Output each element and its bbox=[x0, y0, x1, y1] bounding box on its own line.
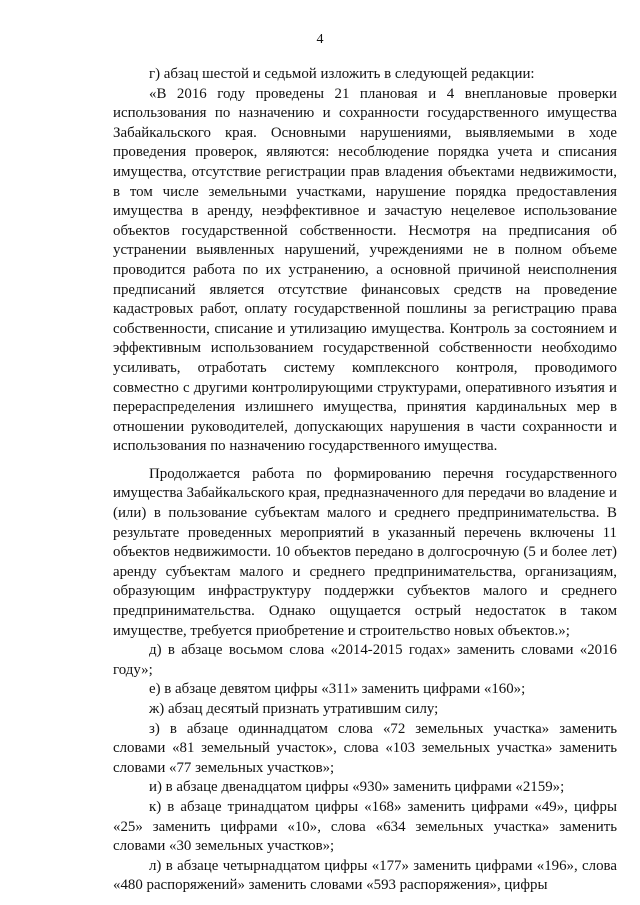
paragraph-item-z: з) в абзаце одиннадцатом слова «72 земельных участка» заменить словами «81 земельный участок», слова «103 земельных участка» заменить словами «77 земельных участков»; bbox=[113, 720, 617, 776]
paragraph-quoted-inspections: «В 2016 году проведены 21 плановая и 4 внеплановые проверки использования по назначению и сохранности государственного имущества Забайкальского края. Основными нарушениями, выявляемыми в ходе проведения проверок, являются: несоблюдение порядка учета и списания имущества, отсутствие регистрации прав владения объектами недвижимости, в том числе земельными участками, нарушение порядка предоставления имущества в аренду, неэффективное и зачастую нецелевое использование объектов государственной собственности. Несмотря на предписания об устранении выявленных нарушений, учреждениями не в полном объеме проводится работа по их устранению, а основной причиной неисполнения предписаний является отсутствие финансовых средств на проведение кадастровых работ, оплату государственной пошлины за регистрацию права собственности, списание и утилизацию имущества. Контроль за состоянием и эффективным использованием государственной собственности необходимо усиливать, отработать систему комплексного контроля, проводимого совместно с другими контролирующими структурами, оперативного изъятия и перераспределения излишнего имущества, принятия кардинальных мер в отношении руководителей, допускающих нарушения в части сохранности и использования по назначению государственного имущества. bbox=[113, 85, 617, 455]
page-number: 4 bbox=[316, 32, 324, 47]
paragraph-quoted-property-list: Продолжается работа по формированию перечня государственного имущества Забайкальского края, предназначенного для передачи во владение и (или) в пользование субъектам малого и среднего предпринимательства. В результате проведенных мероприятий в указанный перечень включены 11 объектов недвижимости. 10 объектов передано в долгосрочную (5 и более лет) аренду субъектам малого и среднего предпринимательства, организациям, образующим инфраструктуру поддержки субъектов малого и среднего предпринимательства. Однако ощущается острый недостаток в таком имуществе, требуется приобретение и строительство новых объектов.»; bbox=[113, 465, 617, 639]
paragraph-item-l: л) в абзаце четырнадцатом цифры «177» заменить цифрами «196», слова «480 распоряжений» заменить словами «593 распоряжения», цифры bbox=[113, 857, 617, 894]
paragraph-item-e: е) в абзаце девятом цифры «311» заменить цифрами «160»; bbox=[149, 681, 526, 698]
document-body bbox=[113, 65, 617, 896]
paragraph-item-k: к) в абзаце тринадцатом цифры «168» заменить цифрами «49», цифры «25» заменить цифрами «10», слова «634 земельных участка» заменить словами «30 земельных участков»; bbox=[113, 798, 617, 855]
paragraph-item-d: д) в абзаце восьмом слова «2014-2015 годах» заменить словами «2016 году»; bbox=[113, 642, 617, 678]
paragraph-item-zh: ж) абзац десятый признать утратившим силу; bbox=[149, 701, 439, 717]
paragraph-item-g: г) абзац шестой и седьмой изложить в следующей редакции: bbox=[149, 66, 535, 82]
paragraph-item-i: и) в абзаце двенадцатом цифры «930» заменить цифрами «2159»; bbox=[149, 779, 565, 796]
